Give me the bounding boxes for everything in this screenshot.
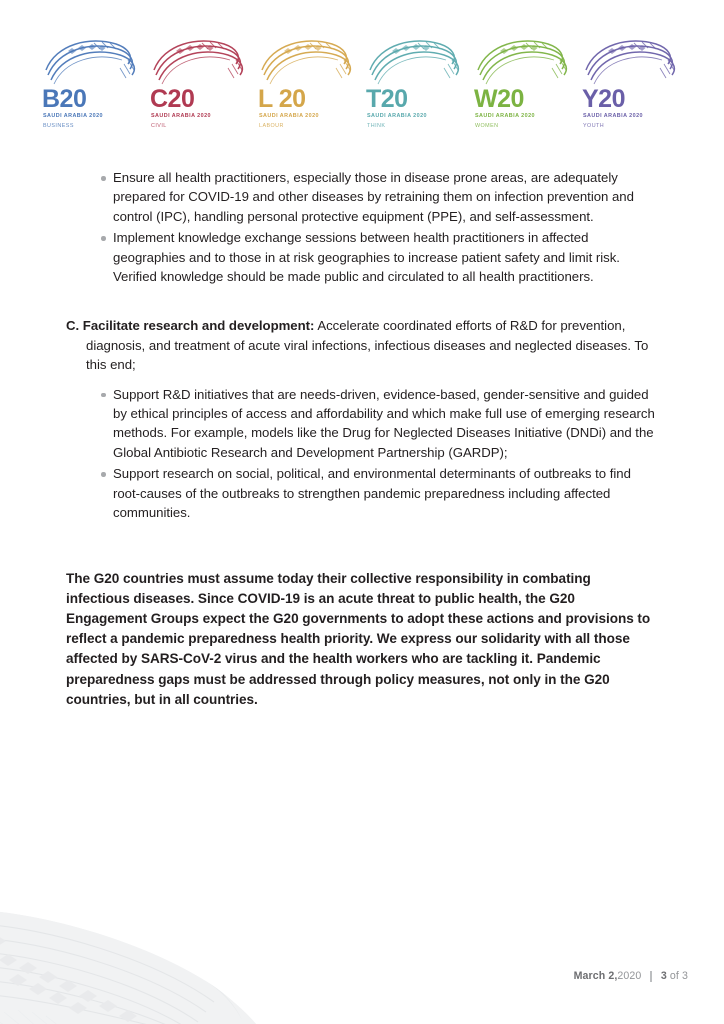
t20-wordmark: T20 — [366, 85, 408, 113]
footer-page-total: of 3 — [669, 970, 688, 982]
list-item: Ensure all health practitioners, especially those in disease prone areas, are adequately prepared for COVID-19 and other diseases by retraining them on infection prevention and control (IPC), handling personal protective equipment (PPE), and self-assessment. — [100, 168, 658, 226]
logo-c20 — [148, 34, 256, 138]
y20-group-label: YOUTH — [583, 123, 605, 129]
y20-swoosh-icon — [582, 34, 682, 90]
b20-swoosh-icon — [42, 34, 142, 90]
y20-wordmark: Y20 — [582, 85, 625, 113]
closing-paragraph: The G20 countries must assume today their collective responsibility in combating infectious diseases. Since COVID-19 is an acute threat to public health, the G20 Engagement Groups expect the G20 governments to adopt these actions and provisions to reflect a pandemic preparedness health priority. We express our solidarity with all those affected by SARS-CoV-2 virus and the health workers who are tackling it. Pandemic preparedness gaps must be addressed through policy measures, not only in the G20 countries, but in all countries. — [66, 570, 651, 707]
c20-country-label: SAUDI ARABIA 2020 — [151, 113, 211, 119]
section-c-body: Accelerate coordinated efforts of R&D for prevention, diagnosis, and treatment of acute viral infections, infectious diseases and neglected diseases. To this end; — [86, 318, 649, 373]
l20-group-label: LABOUR — [259, 123, 284, 129]
l20-wordmark: L 20 — [258, 85, 306, 113]
document-body — [66, 168, 658, 710]
b20-country-label: SAUDI ARABIA 2020 — [43, 113, 103, 119]
logo-t20 — [364, 34, 472, 138]
corner-ribbon-decoration — [0, 880, 300, 1024]
page-footer — [574, 970, 688, 982]
y20-country-label: SAUDI ARABIA 2020 — [583, 113, 643, 119]
c20-group-label: CIVIL — [151, 123, 167, 129]
logo-b20 — [40, 34, 148, 138]
c20-swoosh-icon — [150, 34, 250, 90]
w20-country-label: SAUDI ARABIA 2020 — [475, 113, 535, 119]
t20-country-label: SAUDI ARABIA 2020 — [367, 113, 427, 119]
section-c-heading: C. Facilitate research and development: — [66, 318, 315, 334]
section-c-paragraph — [66, 316, 658, 374]
logo-y20 — [580, 34, 688, 138]
b20-wordmark: B20 — [42, 85, 87, 113]
footer-date-rest: 2020 — [617, 970, 642, 982]
list-item: Support research on social, political, and environmental determinants of outbreaks to find root-causes of the outbreaks to strengthen pandemic preparedness including affected communities. — [100, 464, 658, 522]
b20-group-label: BUSINESS — [43, 123, 74, 129]
w20-wordmark: W20 — [474, 85, 524, 113]
w20-swoosh-icon — [474, 34, 574, 90]
c20-wordmark: C20 — [150, 85, 195, 113]
l20-country-label: SAUDI ARABIA 2020 — [259, 113, 319, 119]
t20-group-label: THINK — [367, 123, 386, 129]
top-bullet-list — [100, 168, 658, 286]
l20-swoosh-icon — [258, 34, 358, 90]
t20-swoosh-icon — [366, 34, 466, 90]
list-item: Support R&D initiatives that are needs-driven, evidence-based, gender-sensitive and guided by ethical principles of access and affordability and which make full use of emerging research methods. For example, models like the Drug for Neglected Diseases Initiative (DNDi) and the Global Antibiotic Research and Development Partnership (GARDP); — [100, 385, 658, 463]
engagement-group-logos — [40, 34, 690, 138]
logo-l20 — [256, 34, 364, 138]
footer-separator — [650, 971, 652, 982]
list-item: Implement knowledge exchange sessions between health practitioners in affected geographies and to those in at risk geographies to increase patient safety and limit risk. Verified knowledge should be made public and circulated to all health practitioners. — [100, 228, 658, 286]
footer-date-strong: March 2, — [573, 970, 618, 982]
footer-page-number: 3 — [660, 970, 667, 982]
section-c-bullet-list — [100, 385, 658, 523]
w20-group-label: WOMEN — [475, 123, 499, 129]
logo-w20 — [472, 34, 580, 138]
